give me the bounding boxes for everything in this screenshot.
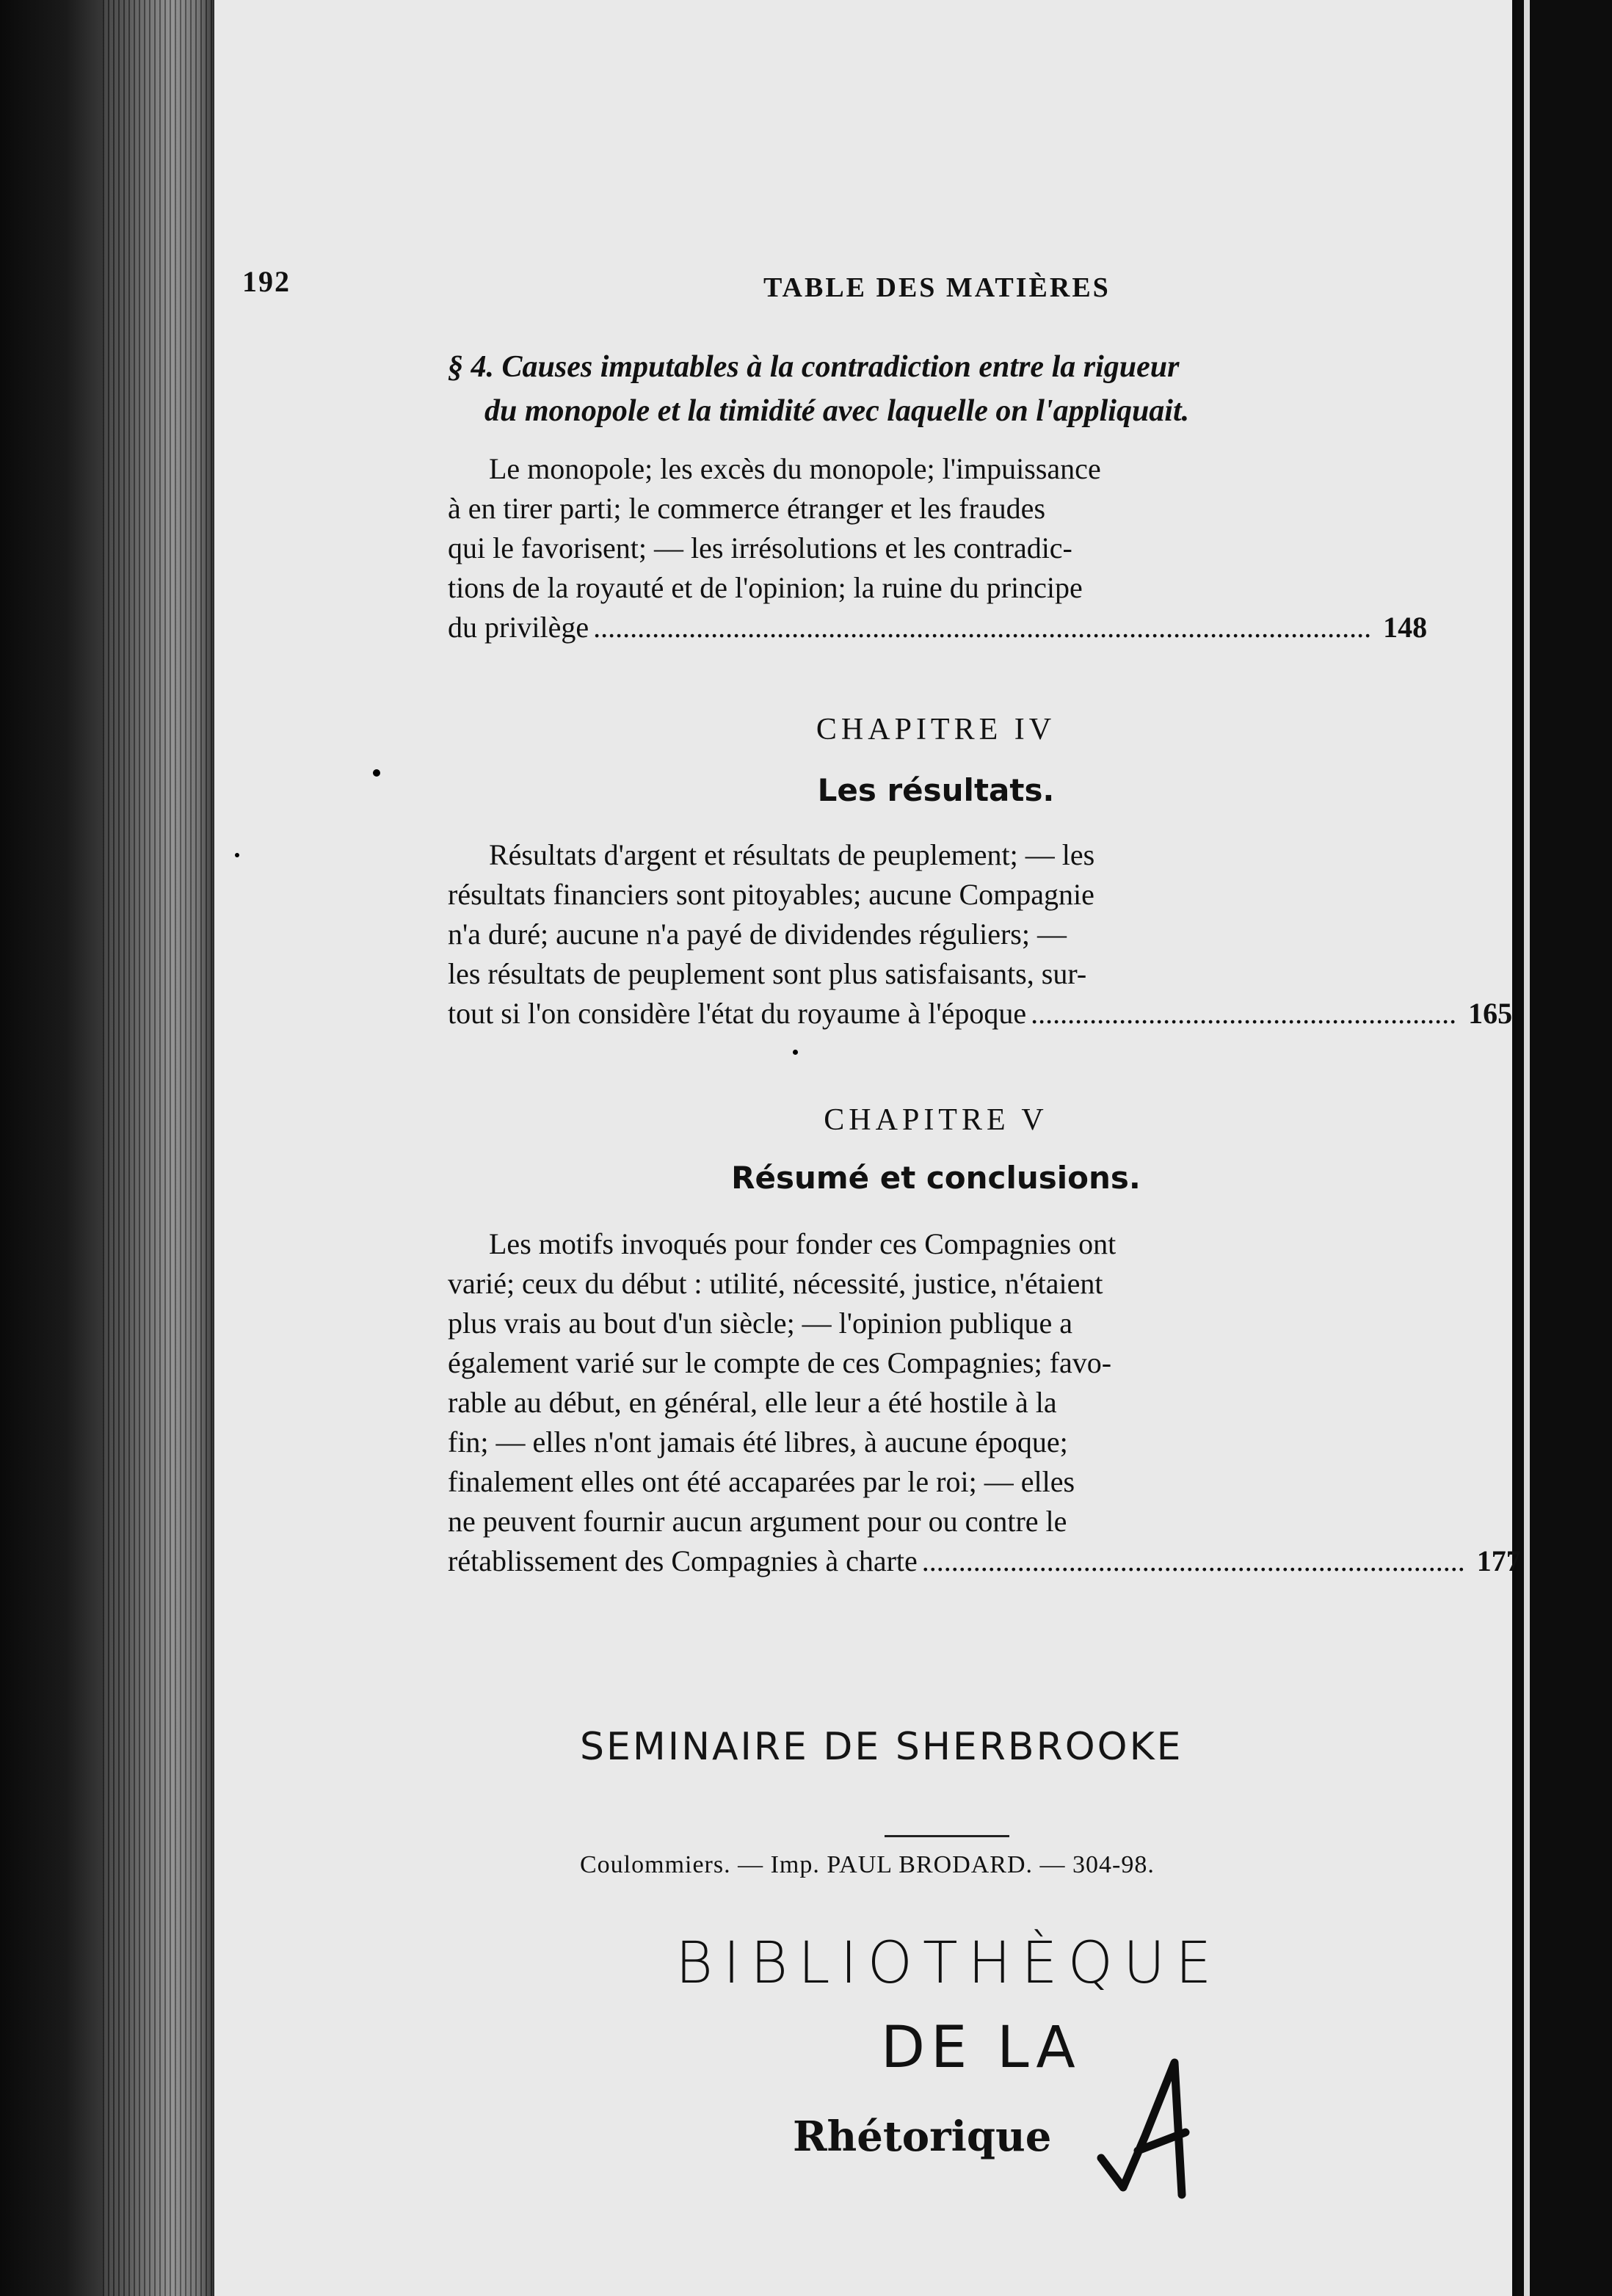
summary-line: tout si l'on considère l'état du royaume à l'époque (448, 997, 1027, 1030)
section4-summary (448, 449, 1428, 647)
summary-line: plus vrais au bout d'un siècle; — l'opinion publique a (448, 1307, 1072, 1340)
printer-imprint: Coulommiers. — Imp. PAUL BRODARD. — 304-98. (580, 1851, 1155, 1878)
chapter-title: Résumé et conclusions. (731, 1160, 1141, 1196)
scan-speck (793, 1050, 798, 1055)
handwritten-a-mark (1094, 2048, 1211, 2209)
summary-line: fin; — elles n'ont jamais été libres, à aucune époque; (448, 1425, 1068, 1458)
summary-line: à en tirer parti; le commerce étranger et les fraudes (448, 492, 1046, 525)
divider-rule (885, 1835, 1009, 1837)
running-title: TABLE DES MATIÈRES (763, 272, 1111, 303)
summary-line: Les motifs invoqués pour fonder ces Compagnies ont (489, 1227, 1117, 1260)
summary-line: les résultats de peuplement sont plus satisfaisants, sur- (448, 957, 1087, 990)
chapter-label: CHAPITRE IV (816, 713, 1056, 746)
summary-line: résultats financiers sont pitoyables; aucune Compagnie (448, 878, 1094, 911)
summary-last-line (448, 994, 1513, 1033)
section-heading-line1: § 4. Causes imputables à la contradiction entre la rigueur (448, 350, 1180, 384)
page-reference: 177 (1476, 1544, 1521, 1577)
page-reference: 165 (1468, 997, 1513, 1030)
leader-dots: .......................................................................... (921, 1544, 1465, 1577)
page-reference: 148 (1383, 611, 1428, 644)
summary-line: tions de la royauté et de l'opinion; la ruine du principe (448, 571, 1083, 604)
summary-line: Le monopole; les excès du monopole; l'impuissance (489, 452, 1101, 485)
summary-line: n'a duré; aucune n'a payé de dividendes réguliers; — (448, 918, 1067, 951)
summary-line: du privilège (448, 611, 589, 644)
scan-speck (235, 853, 239, 857)
summary-line: qui le favorisent; — les irrésolutions et les contradic- (448, 531, 1072, 564)
section-heading (448, 345, 1424, 433)
chapter5-summary (448, 1224, 1521, 1581)
scan-speck (373, 769, 380, 777)
chapter-label: CHAPITRE V (824, 1103, 1048, 1137)
summary-line: ne peuvent fournir aucun argument pour ou contre le (448, 1505, 1067, 1538)
page-number: 192 (242, 265, 291, 298)
summary-last-line (448, 1541, 1521, 1581)
summary-line: finalement elles ont été accaparées par le roi; — elles (448, 1465, 1075, 1498)
summary-line: également varié sur le compte de ces Compagnies; favo- (448, 1346, 1112, 1379)
library-stamp-line1: BIBLIOTHÈQUE (675, 1930, 1222, 1997)
leader-dots: .......................................................... (1031, 997, 1457, 1030)
leader-dots: .......................................................................................................... (593, 611, 1372, 644)
summary-line: rable au début, en général, elle leur a été hostile à la (448, 1386, 1057, 1419)
right-page-edge (1517, 0, 1612, 2296)
summary-line: varié; ceux du début : utilité, nécessité, justice, n'étaient (448, 1267, 1103, 1300)
summary-last-line (448, 608, 1428, 647)
chapter-title: Les résultats. (817, 772, 1055, 808)
library-stamp-line2: DE LA (881, 2015, 1081, 2081)
seminary-stamp: SEMINAIRE DE SHERBROOKE (580, 1725, 1183, 1769)
section-heading-line2: du monopole et la timidité avec laquelle on l'appliquait. (484, 394, 1190, 428)
summary-line: rétablissement des Compagnies à charte (448, 1544, 918, 1577)
summary-line: Résultats d'argent et résultats de peuplement; — les (489, 838, 1095, 871)
chapter4-summary (448, 835, 1513, 1033)
book-spine (0, 0, 220, 2296)
class-stamp: Rhétorique (793, 2112, 1052, 2161)
